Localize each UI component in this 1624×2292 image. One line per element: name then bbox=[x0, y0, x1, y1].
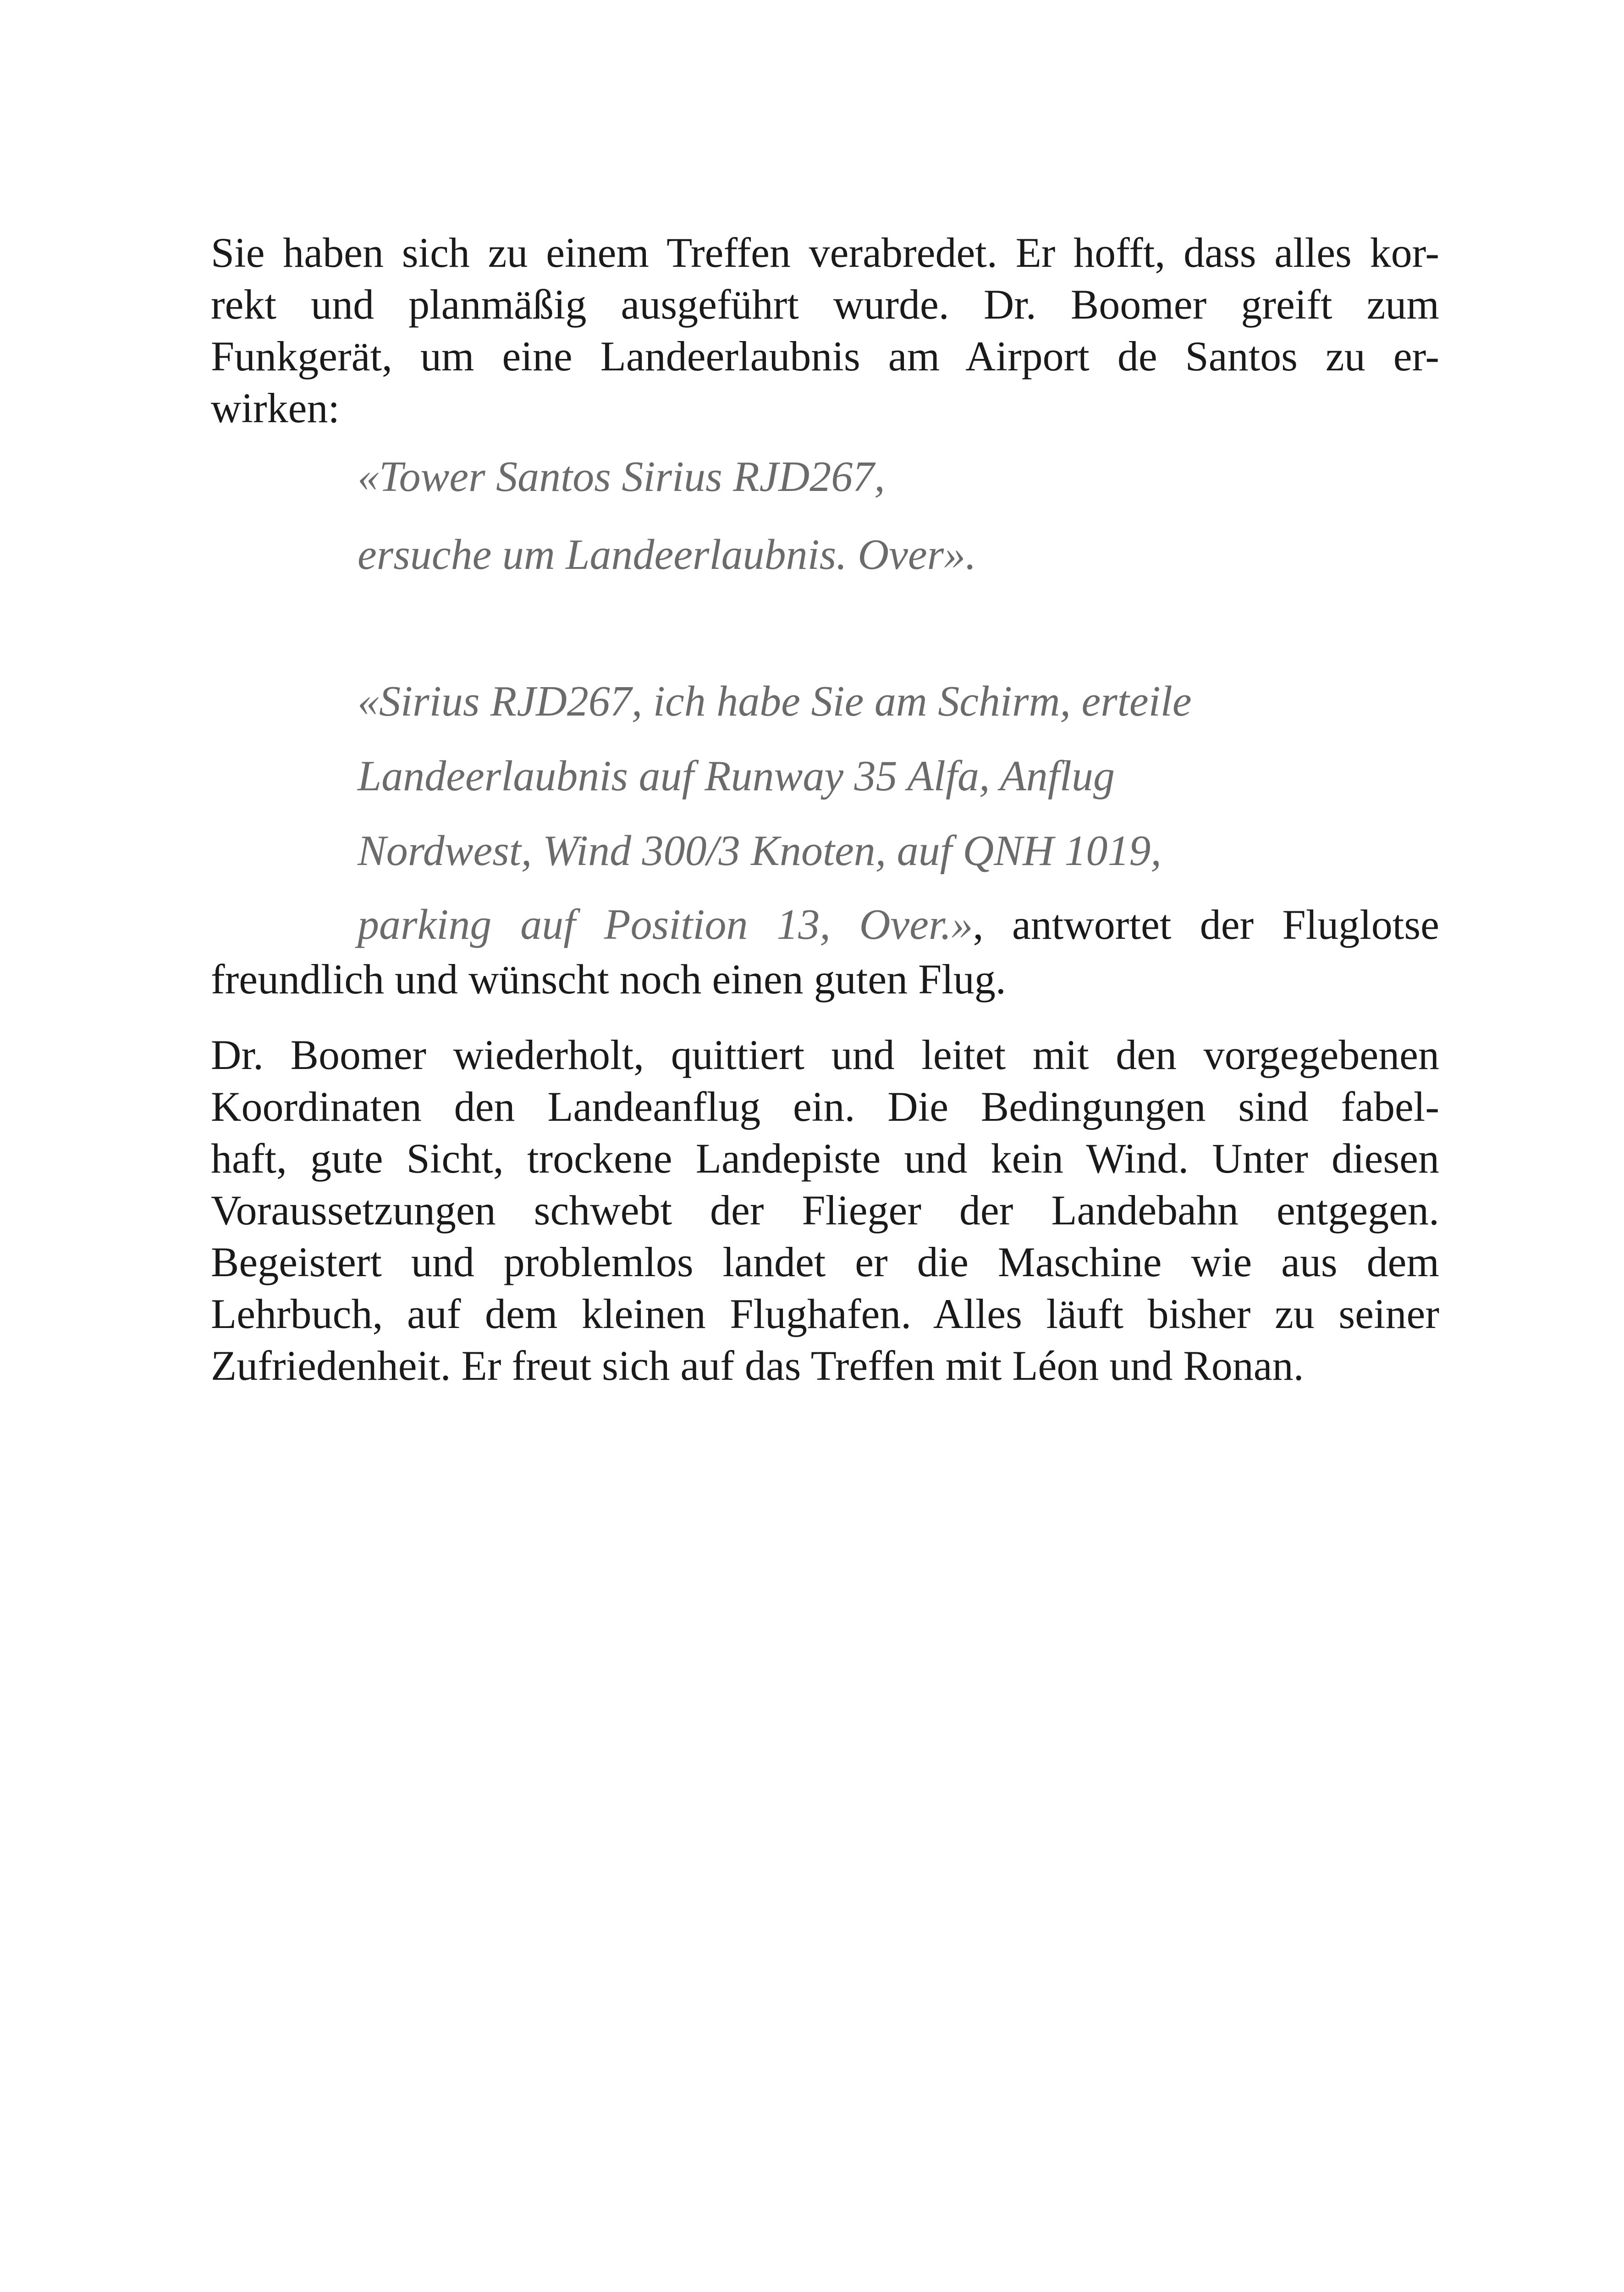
tower-reply-attribution: , antwortet der Fluglotse bbox=[973, 901, 1439, 948]
paragraph-landing bbox=[211, 1029, 1439, 1392]
text-line: Begeistert und problemlos landet er die Maschine wie aus dem bbox=[211, 1239, 1439, 1285]
text-line: Lehrbuch, auf dem kleinen Flughafen. Alles läuft bisher zu seiner bbox=[211, 1290, 1439, 1337]
text-line: rekt und planmäßig ausgeführt wurde. Dr. Boomer greift zum bbox=[211, 281, 1439, 328]
paragraph-intro bbox=[211, 227, 1439, 434]
tower-reply-line: «Sirius RJD267, ich habe Sie am Schirm, erteile bbox=[358, 678, 1192, 725]
text-line: Funkgerät, um eine Landeerlaubnis am Airport de Santos zu er- bbox=[211, 333, 1439, 380]
tower-reply-continuation bbox=[211, 953, 1439, 1005]
tower-reply-last-line bbox=[358, 902, 1439, 948]
text-line: Voraussetzungen schwebt der Flieger der Landebahn entgegen. bbox=[211, 1187, 1439, 1234]
tower-reply-line: Nordwest, Wind 300/3 Knoten, auf QNH 1019, bbox=[358, 827, 1162, 875]
text-line: Koordinaten den Landeanflug ein. Die Bedingungen sind fabel- bbox=[211, 1083, 1439, 1130]
text-line: Zufriedenheit. Er freut sich auf das Treffen mit Léon und Ronan. bbox=[211, 1342, 1304, 1389]
radio-call-line: «Tower Santos Sirius RJD267, bbox=[358, 453, 885, 501]
radio-call-line: ersuche um Landeerlaubnis. Over». bbox=[358, 531, 976, 579]
tower-reply-line: Landeerlaubnis auf Runway 35 Alfa, Anflug bbox=[358, 752, 1115, 800]
text-line: wirken: bbox=[211, 385, 340, 431]
text-line: freundlich und wünscht noch einen guten Flug. bbox=[211, 956, 1006, 1003]
tower-reply-quote-end: parking auf Position 13, Over.» bbox=[358, 901, 973, 948]
text-line: Sie haben sich zu einem Treffen verabredet. Er hofft, dass alles kor- bbox=[211, 229, 1439, 276]
text-line: haft, gute Sicht, trockene Landepiste und kein Wind. Unter diesen bbox=[211, 1135, 1439, 1182]
text-line: Dr. Boomer wiederholt, quittiert und leitet mit den vorgegebenen bbox=[211, 1031, 1439, 1078]
